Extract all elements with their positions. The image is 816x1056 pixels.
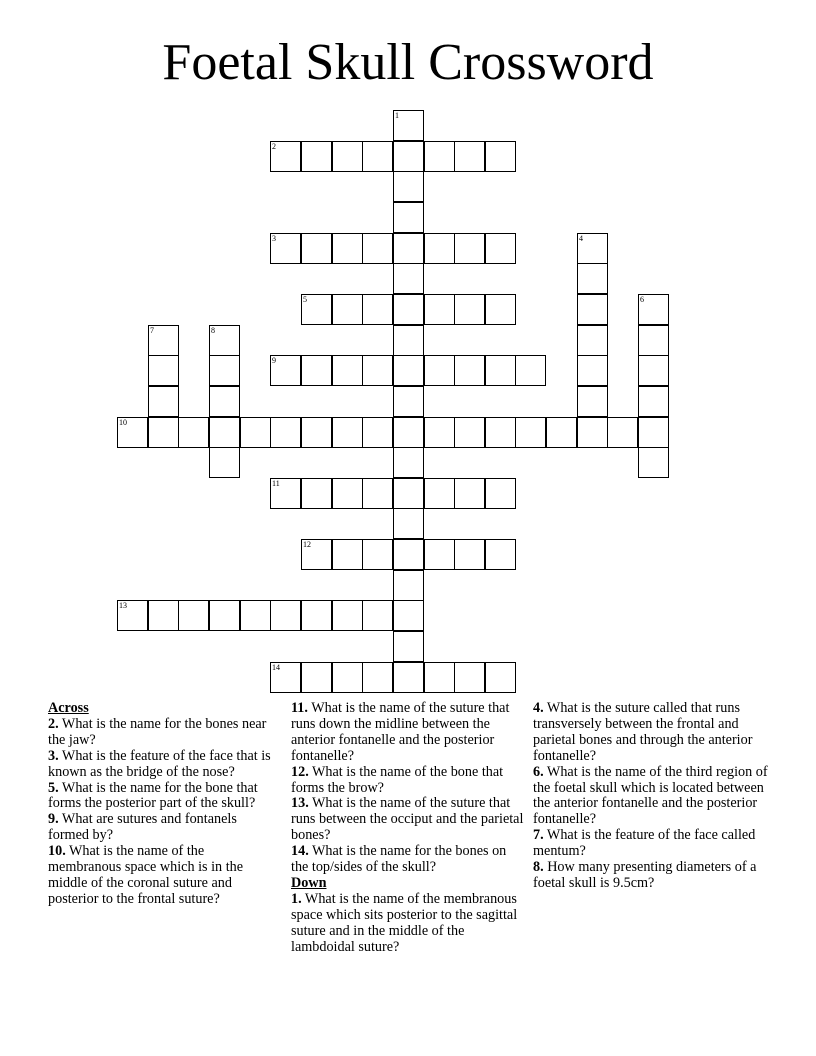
clue-number: 8 (211, 326, 215, 335)
grid-cell[interactable] (209, 447, 240, 478)
across-heading: Across (48, 700, 89, 716)
clue-item-text: What is the feature of the face that is known as the bridge of the nose? (48, 747, 271, 780)
grid-cell[interactable] (454, 294, 485, 325)
grid-cell[interactable] (301, 478, 332, 509)
grid-cell[interactable] (546, 417, 577, 448)
grid-cell[interactable] (301, 600, 332, 631)
grid-cell[interactable] (638, 355, 669, 386)
grid-cell[interactable] (332, 478, 363, 509)
clue-number: 5 (303, 295, 307, 304)
grid-cell[interactable] (178, 417, 209, 448)
clue-item-text: What are sutures and fontanels formed by? (48, 811, 237, 844)
clue-number: 11 (272, 479, 280, 488)
clue-item-text: What is the name for the bone that forms the posterior part of the skull? (48, 779, 258, 812)
page-title: Foetal Skull Crossword (162, 34, 654, 91)
grid-cell[interactable] (393, 417, 424, 448)
grid-cell[interactable] (393, 202, 424, 233)
grid-cell[interactable] (424, 417, 455, 448)
clue-number: 12 (303, 540, 311, 549)
clue-item-number: 6. (533, 763, 544, 780)
grid-cell[interactable] (638, 386, 669, 417)
grid-cell[interactable] (393, 508, 424, 539)
clue-item-number: 5. (48, 779, 59, 796)
grid-cell[interactable] (270, 355, 301, 386)
grid-cell[interactable] (424, 233, 455, 264)
grid-cell[interactable] (332, 233, 363, 264)
clue-item (291, 701, 527, 765)
clue-number: 14 (272, 663, 280, 672)
grid-cell[interactable] (240, 600, 271, 631)
grid-cell[interactable] (301, 233, 332, 264)
grid-cell[interactable] (454, 478, 485, 509)
clue-item (48, 717, 276, 749)
grid-cell[interactable] (362, 141, 393, 172)
clue-number: 7 (150, 326, 154, 335)
grid-cell[interactable] (270, 478, 301, 509)
grid-cell[interactable] (454, 233, 485, 264)
clue-item (291, 765, 527, 797)
clue-item-text: How many presenting diameters of a foetal skull is 9.5cm? (533, 859, 757, 891)
grid-cell[interactable] (270, 417, 301, 448)
clue-column-3 (533, 701, 769, 892)
grid-cell[interactable] (393, 325, 424, 356)
grid-cell[interactable] (148, 600, 179, 631)
clue-item-number: 8. (533, 859, 544, 876)
grid-cell[interactable] (638, 294, 669, 325)
grid-cell[interactable] (515, 417, 546, 448)
grid-cell[interactable] (209, 417, 240, 448)
grid-cell[interactable] (362, 662, 393, 693)
grid-cell[interactable] (393, 263, 424, 294)
grid-cell[interactable] (332, 355, 363, 386)
grid-cell[interactable] (577, 263, 608, 294)
grid-cell[interactable] (301, 141, 332, 172)
grid-cell[interactable] (607, 417, 638, 448)
clue-item (533, 701, 769, 765)
clue-item-number: 14. (291, 843, 309, 860)
clue-number: 13 (119, 601, 127, 610)
grid-cell[interactable] (270, 662, 301, 693)
grid-cell[interactable] (209, 386, 240, 417)
grid-cell[interactable] (577, 294, 608, 325)
clue-item (48, 844, 276, 908)
clue-item-number: 10. (48, 843, 66, 860)
clue-item-number: 13. (291, 795, 309, 812)
grid-cell[interactable] (577, 355, 608, 386)
clue-item-text: What is the name of the membranous space which is in the middle of the coronal suture and posterior to the frontal suture? (48, 843, 244, 907)
grid-cell[interactable] (454, 141, 485, 172)
grid-cell[interactable] (638, 325, 669, 356)
grid-cell[interactable] (332, 662, 363, 693)
grid-cell[interactable] (332, 141, 363, 172)
grid-cell[interactable] (485, 233, 516, 264)
clue-item (48, 812, 276, 844)
clue-item (48, 749, 276, 781)
clue-number: 1 (395, 111, 399, 120)
grid-cell[interactable] (577, 386, 608, 417)
grid-cell[interactable] (577, 417, 608, 448)
grid-cell[interactable] (393, 141, 424, 172)
clue-item (291, 796, 527, 844)
grid-cell[interactable] (424, 141, 455, 172)
grid-cell[interactable] (240, 417, 271, 448)
grid-cell[interactable] (485, 539, 516, 570)
grid-cell[interactable] (424, 539, 455, 570)
clue-item (533, 828, 769, 860)
clue-item-number: 12. (291, 763, 309, 780)
clue-item-text: What is the feature of the face called mentum? (533, 827, 756, 860)
grid-cell[interactable] (485, 478, 516, 509)
grid-cell[interactable] (362, 294, 393, 325)
grid-cell[interactable] (332, 539, 363, 570)
clue-item-text: What is the name for the bones near the jaw? (48, 715, 267, 748)
grid-cell[interactable] (332, 294, 363, 325)
clue-item-text: What is the name of the suture that runs down the midline between the anterior fontanelle and the posterior fontanelle? (291, 700, 510, 764)
grid-cell[interactable] (148, 325, 179, 356)
clue-number: 2 (272, 142, 276, 151)
grid-cell[interactable] (301, 662, 332, 693)
grid-cell[interactable] (393, 662, 424, 693)
clue-item-text: What is the name for the bones on the top/sides of the skull? (291, 843, 507, 876)
grid-cell[interactable] (393, 570, 424, 601)
grid-cell[interactable] (424, 478, 455, 509)
clue-item (533, 765, 769, 829)
grid-cell[interactable] (148, 386, 179, 417)
grid-cell[interactable] (301, 417, 332, 448)
grid-cell[interactable] (393, 386, 424, 417)
grid-cell[interactable] (424, 294, 455, 325)
grid-cell[interactable] (485, 662, 516, 693)
clue-item (533, 860, 769, 892)
grid-cell[interactable] (393, 355, 424, 386)
grid-cell[interactable] (485, 355, 516, 386)
grid-cell[interactable] (209, 355, 240, 386)
grid-cell[interactable] (454, 662, 485, 693)
clue-item-number: 11. (291, 700, 308, 716)
grid-cell[interactable] (209, 600, 240, 631)
down-heading: Down (291, 874, 327, 891)
grid-cell[interactable] (515, 355, 546, 386)
clue-item-text: What is the suture called that runs transversely between the frontal and parietal bones and through the anterior fontanelle? (533, 700, 753, 764)
grid-cell[interactable] (301, 294, 332, 325)
grid-cell[interactable] (178, 600, 209, 631)
grid-cell[interactable] (424, 355, 455, 386)
grid-cell[interactable] (393, 447, 424, 478)
clue-item-number: 3. (48, 747, 59, 764)
grid-cell[interactable] (393, 478, 424, 509)
clue-column-1 (48, 701, 276, 908)
grid-cell[interactable] (301, 355, 332, 386)
grid-cell[interactable] (332, 600, 363, 631)
grid-cell[interactable] (485, 417, 516, 448)
grid-cell[interactable] (362, 478, 393, 509)
grid-cell[interactable] (148, 417, 179, 448)
grid-cell[interactable] (362, 355, 393, 386)
clue-item (291, 844, 527, 876)
grid-cell[interactable] (393, 539, 424, 570)
clue-item-text: What is the name of the membranous space which sits posterior to the sagittal suture and in the middle of the lambdoidal suture? (291, 890, 518, 955)
grid-cell[interactable] (424, 662, 455, 693)
grid-cell[interactable] (270, 141, 301, 172)
grid-cell[interactable] (209, 325, 240, 356)
grid-cell[interactable] (117, 600, 148, 631)
grid-cell[interactable] (362, 233, 393, 264)
clue-item (291, 892, 527, 956)
grid-cell[interactable] (393, 600, 424, 631)
grid-cell[interactable] (393, 233, 424, 264)
grid-cell[interactable] (454, 539, 485, 570)
clue-number: 6 (640, 295, 644, 304)
clue-item-number: 7. (533, 827, 544, 844)
grid-cell[interactable] (577, 233, 608, 264)
grid-cell[interactable] (454, 355, 485, 386)
clue-item-number: 4. (533, 700, 544, 716)
clue-number: 9 (272, 356, 276, 365)
clue-number: 3 (272, 234, 276, 243)
grid-cell[interactable] (577, 325, 608, 356)
grid-cell[interactable] (393, 631, 424, 662)
grid-cell[interactable] (393, 171, 424, 202)
grid-cell[interactable] (270, 233, 301, 264)
clue-item-number: 9. (48, 811, 59, 828)
clue-item-text: What is the name of the suture that runs between the occiput and the parietal bones? (291, 795, 524, 844)
clue-item-text: What is the name of the bone that forms the brow? (291, 763, 504, 796)
grid-cell[interactable] (270, 600, 301, 631)
clue-column-2 (291, 701, 527, 956)
grid-cell[interactable] (362, 600, 393, 631)
grid-cell[interactable] (638, 417, 669, 448)
clue-item-number: 1. (291, 890, 302, 907)
grid-cell[interactable] (362, 417, 393, 448)
clue-number: 10 (119, 418, 127, 427)
grid-cell[interactable] (638, 447, 669, 478)
clue-item-number: 2. (48, 715, 59, 732)
grid-cell[interactable] (148, 355, 179, 386)
grid-cell[interactable] (454, 417, 485, 448)
grid-cell[interactable] (117, 417, 148, 448)
clue-item-text: What is the name of the third region of the foetal skull which is located between the anterior fontanelle and the posterior fontanelle? (533, 763, 768, 828)
grid-cell[interactable] (485, 141, 516, 172)
grid-cell[interactable] (393, 294, 424, 325)
clue-item (48, 781, 276, 813)
grid-cell[interactable] (301, 539, 332, 570)
grid-cell[interactable] (362, 539, 393, 570)
grid-cell[interactable] (393, 110, 424, 141)
grid-cell[interactable] (332, 417, 363, 448)
grid-cell[interactable] (485, 294, 516, 325)
clue-number: 4 (579, 234, 583, 243)
